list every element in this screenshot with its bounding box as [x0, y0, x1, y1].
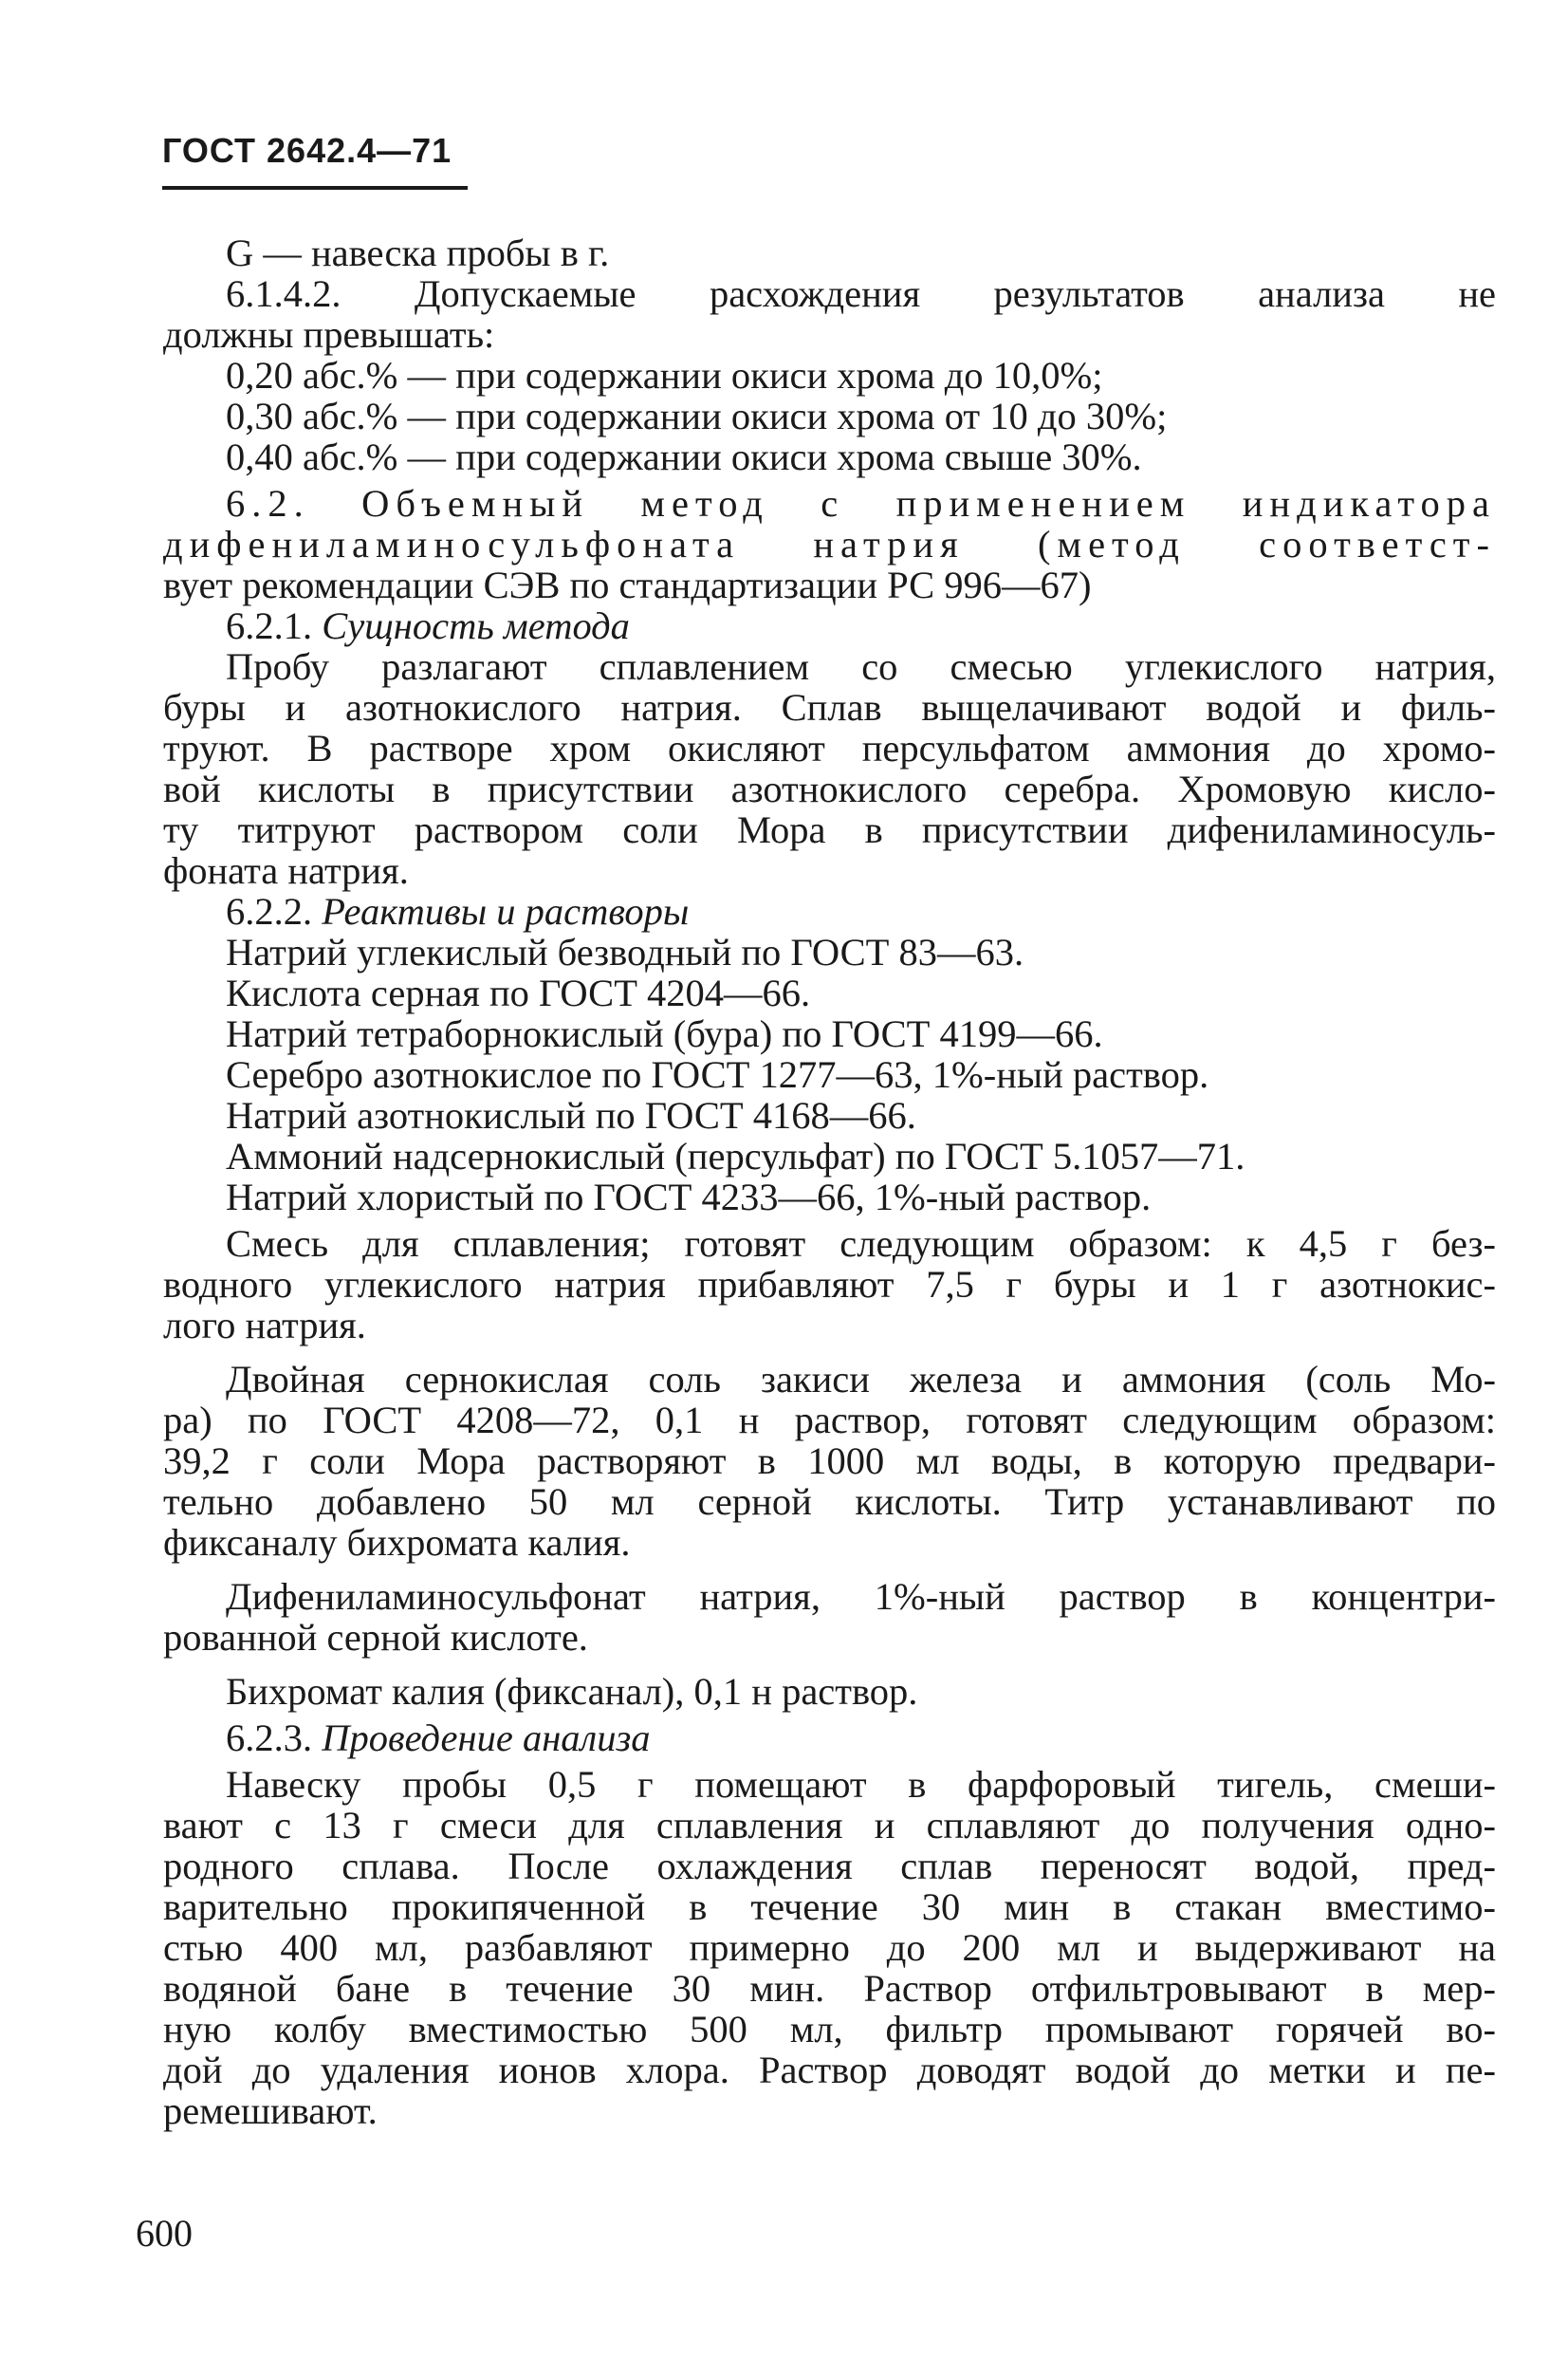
text-line: вают с 13 г смеси для сплавления и сплавляют до получения одно- — [163, 1804, 1496, 1846]
reagent-line: Аммоний надсернокислый (персульфат) по ГОСТ 5.1057—71. — [226, 1135, 1245, 1178]
page-header: ГОСТ 2642.4—71 — [162, 131, 452, 170]
text-line: 0,20 абс.% — при содержании окиси хрома до 10,0%; — [226, 354, 1103, 397]
text-line: фиксаналу бихромата калия. — [163, 1521, 631, 1564]
subsection-heading — [163, 605, 1496, 646]
text-line: Пробу разлагают сплавлением со смесью углекислого натрия, — [226, 645, 1496, 688]
text-line: ремешивают. — [163, 2089, 378, 2132]
reagent-line: Натрий тетраборнокислый (бура) по ГОСТ 4199—66. — [226, 1012, 1103, 1055]
header-rule — [162, 186, 468, 190]
text-line: 6.1.4.2. Допускаемые расхождения результатов анализа не — [226, 272, 1496, 315]
text-line: труют. В растворе хром окисляют персульфатом аммония до хромо- — [163, 727, 1496, 770]
text-line: Двойная сернокислая соль закиси железа и аммония (соль Мо- — [226, 1358, 1496, 1401]
section-heading-line: 6.2. Объемный метод с применением индикатора — [226, 482, 1496, 525]
subsection-number: 6.2.1. — [226, 604, 313, 647]
text-line: Смесь для сплавления; готовят следующим образом: к 4,5 г без- — [226, 1222, 1496, 1265]
text-line: должны превышать: — [163, 313, 495, 356]
text-line: варительно прокипяченной в течение 30 мин в стакан вместимо- — [163, 1885, 1496, 1928]
reagent-line: Серебро азотнокислое по ГОСТ 1277—63, 1%-ный раствор. — [226, 1053, 1209, 1096]
text-line: рованной серной кислоте. — [163, 1616, 588, 1659]
subsection-heading — [163, 1717, 1496, 1758]
reagent-line: Натрий углекислый безводный по ГОСТ 83—63. — [226, 931, 1024, 974]
subsection-heading — [163, 891, 1496, 932]
subsection-number: 6.2.3. — [226, 1716, 313, 1759]
text-line: лого натрия. — [163, 1304, 366, 1346]
text-line: фоната натрия. — [163, 849, 409, 892]
reagent-line: Натрий азотнокислый по ГОСТ 4168—66. — [226, 1094, 916, 1137]
text-line: дой до удаления ионов хлора. Раствор доводят водой до метки и пе- — [163, 2049, 1496, 2091]
text-line: вует рекомендации СЭВ по стандартизации РС 996—67) — [163, 564, 1092, 606]
subsection-title: Сущность метода — [322, 604, 630, 647]
text-line: G — навеска пробы в г. — [226, 232, 610, 274]
text-line: водного углекислого натрия прибавляют 7,5 г буры и 1 г азотнокис- — [163, 1263, 1496, 1306]
text-line: водяной бане в течение 30 мин. Раствор отфильтровывают в мер- — [163, 1967, 1496, 2010]
text-line: ра) по ГОСТ 4208—72, 0,1 н раствор, готовят следующим образом: — [163, 1399, 1496, 1441]
subsection-title: Реактивы и растворы — [322, 890, 690, 933]
page-body — [163, 232, 1496, 2131]
text-line: 0,30 абс.% — при содержании окиси хрома от 10 до 30%; — [226, 395, 1168, 437]
reagent-line: Натрий хлористый по ГОСТ 4233—66, 1%-ный раствор. — [226, 1176, 1152, 1218]
page-number: 600 — [136, 2212, 193, 2254]
section-heading-line: дифениламиносульфоната натрия (метод соответст- — [163, 523, 1496, 566]
text-line: Бихромат калия (фиксанал), 0,1 н раствор. — [226, 1670, 918, 1713]
subsection-number: 6.2.2. — [226, 890, 313, 933]
text-line: тельно добавлено 50 мл серной кислоты. Титр устанавливают по — [163, 1480, 1496, 1523]
text-line: 39,2 г соли Мора растворяют в 1000 мл воды, в которую предвари- — [163, 1439, 1496, 1482]
text-line: ную колбу вместимостью 500 мл, фильтр промывают горячей во- — [163, 2008, 1496, 2050]
text-line: 0,40 абс.% — при содержании окиси хрома свыше 30%. — [226, 436, 1142, 478]
text-line: буры и азотнокислого натрия. Сплав выщелачивают водой и филь- — [163, 686, 1496, 729]
text-line: вой кислоты в присутствии азотнокислого серебра. Хромовую кисло- — [163, 768, 1496, 810]
text-line: родного сплава. После охлаждения сплав переносят водой, пред- — [163, 1845, 1496, 1887]
text-line: Дифениламиносульфонат натрия, 1%-ный раствор в концентри- — [226, 1575, 1496, 1618]
subsection-title: Проведение анализа — [322, 1716, 651, 1759]
text-line: стью 400 мл, разбавляют примерно до 200 мл и выдерживают на — [163, 1926, 1496, 1969]
reagent-line: Кислота серная по ГОСТ 4204—66. — [226, 972, 811, 1014]
text-line: ту титруют раствором соли Мора в присутствии дифениламиносуль- — [163, 808, 1496, 851]
text-line: Навеску пробы 0,5 г помещают в фарфоровый тигель, смеши- — [226, 1763, 1496, 1806]
